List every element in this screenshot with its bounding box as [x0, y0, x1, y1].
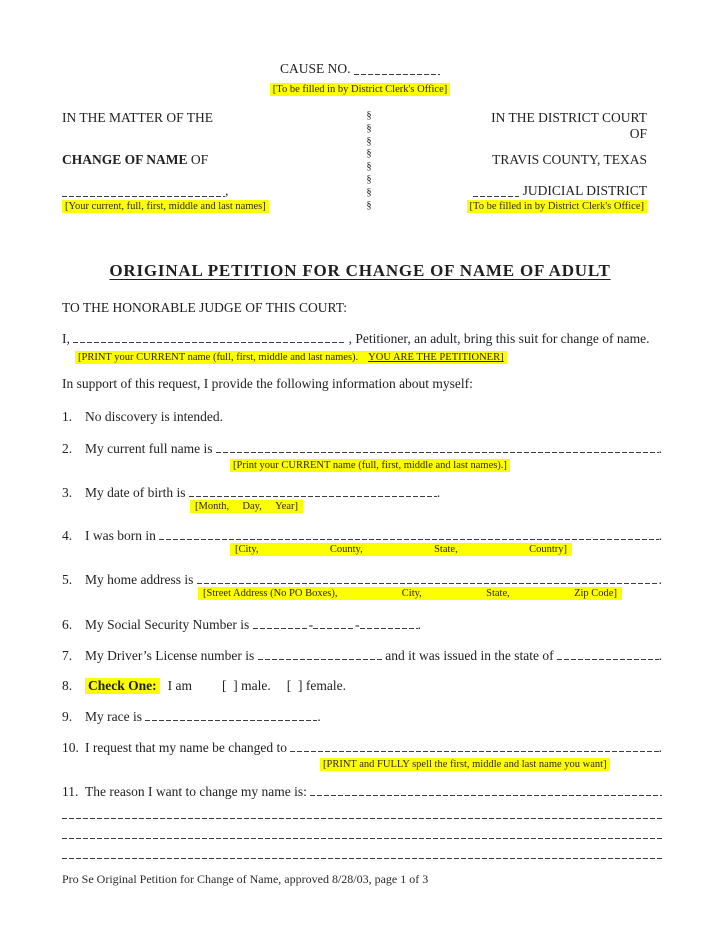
- case-caption: [0, 107, 720, 217]
- reason-blank-line-1[interactable]: [310, 792, 662, 796]
- page-footer: Pro Se Original Petition for Change of Name, approved 8/28/03, page 1 of 3: [62, 872, 429, 886]
- petitioner-name-line: ,: [62, 183, 228, 199]
- reason-blank-line-3[interactable]: [62, 832, 662, 839]
- county-line: TRAVIS COUNTY, TEXAS: [492, 152, 647, 167]
- section-symbol-column: § § § § § § § §: [366, 110, 372, 211]
- cause-number-note: [To be filled in by District Clerk's Office]: [270, 83, 450, 96]
- item-5: 5. My home address is .: [62, 572, 662, 587]
- current-full-name-blank[interactable]: [216, 449, 659, 453]
- born-in-blank[interactable]: [159, 536, 658, 540]
- change-of-name-line: CHANGE OF NAME OF: [62, 152, 209, 167]
- new-name-note: [PRINT and FULLY spell the first, middle and last name you want]: [320, 758, 610, 771]
- date-of-birth-blank[interactable]: [189, 493, 437, 497]
- salutation: TO THE HONORABLE JUDGE OF THIS COURT:: [62, 300, 348, 315]
- cause-number-block: [0, 61, 720, 96]
- item-3: 3. My date of birth is .: [62, 485, 441, 500]
- item-1: 1. No discovery is intended.: [62, 409, 223, 424]
- ssn-part2-blank[interactable]: [313, 625, 355, 629]
- item-7: 7. My Driver’s License number is and it was issued in the state of .: [62, 648, 662, 663]
- judicial-district-line: JUDICIAL DISTRICT: [473, 183, 647, 199]
- matter-line: IN THE MATTER OF THE: [62, 110, 213, 125]
- drivers-license-blank[interactable]: [258, 656, 382, 660]
- male-checkbox[interactable]: [ ] male.: [222, 678, 271, 693]
- item-4: 4. I was born in .: [62, 528, 662, 543]
- intro-sentence: [62, 331, 662, 347]
- judicial-district-note: [To be filled in by District Clerk's Office]: [467, 200, 647, 213]
- item-9: 9. My race is .: [62, 709, 321, 724]
- female-checkbox[interactable]: [ ] female.: [286, 678, 346, 693]
- license-state-blank[interactable]: [557, 656, 659, 660]
- cause-number-line: [0, 61, 720, 77]
- district-court-of: OF: [629, 126, 647, 141]
- home-address-blank[interactable]: [197, 580, 659, 584]
- support-line: In support of this request, I provide the following information about myself:: [62, 376, 473, 391]
- item-11: 11. The reason I want to change my name is:: [62, 784, 662, 800]
- intro-name-blank[interactable]: [73, 339, 345, 343]
- cause-number-label: CAUSE NO.: [280, 61, 351, 76]
- ssn-part1-blank[interactable]: [253, 625, 309, 629]
- check-one-label: Check One:: [85, 678, 160, 694]
- new-name-blank[interactable]: [290, 748, 658, 752]
- item-6: 6. My Social Security Number is - - .: [62, 617, 421, 632]
- item-10: 10. I request that my name be changed to .: [62, 740, 662, 755]
- document-title: ORIGINAL PETITION FOR CHANGE OF NAME OF ADULT: [109, 261, 611, 280]
- district-court-line: IN THE DISTRICT COURT: [491, 110, 647, 125]
- reason-blank-line-2[interactable]: [62, 812, 662, 819]
- intro-note: [PRINT your CURRENT name (full, first, middle and last names). YOU ARE THE PETITIONER]: [75, 351, 507, 364]
- petitioner-name-note: [Your current, full, first, middle and last names]: [62, 200, 269, 213]
- ssn-part3-blank[interactable]: [360, 625, 418, 629]
- item-2: 2. My current full name is .: [62, 441, 662, 456]
- intro-pre: I,: [62, 331, 74, 346]
- you-are-petitioner-note: YOU ARE THE PETITIONER]: [368, 352, 504, 363]
- dob-note: [Month, Day, Year]: [190, 500, 303, 513]
- current-name-note: [Print your CURRENT name (full, first, middle and last names).]: [230, 459, 510, 472]
- born-in-note: [City, County, State, Country]: [230, 543, 572, 556]
- race-blank[interactable]: [145, 717, 317, 721]
- reason-blank-line-4[interactable]: [62, 852, 662, 859]
- home-address-note: [Street Address (No PO Boxes), City, State, Zip Code]: [198, 587, 622, 600]
- item-8: 8. Check One: I am [ ] male. [ ] female.: [62, 678, 346, 693]
- cause-number-blank[interactable]: [354, 71, 440, 75]
- intro-post: , Petitioner, an adult, bring this suit for change of name.: [345, 331, 650, 346]
